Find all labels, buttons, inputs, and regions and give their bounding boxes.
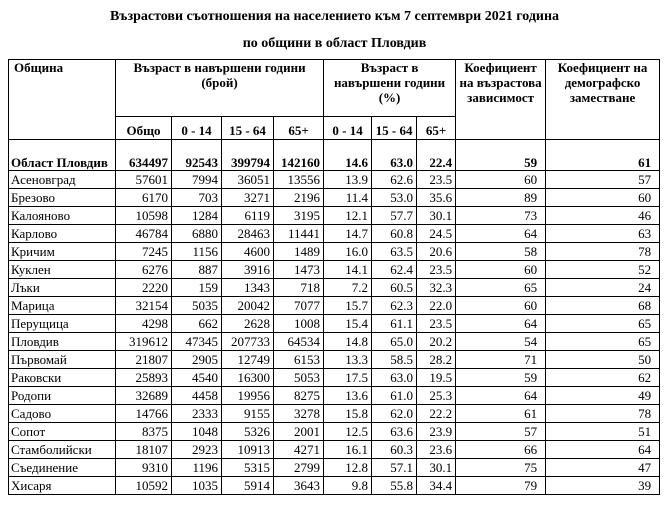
- cell-pct-15-64: 61.1: [372, 315, 417, 333]
- cell-replacement-ratio: 47: [546, 459, 660, 477]
- table-row: [9, 243, 660, 261]
- cell-pct-0-14: 11.4: [324, 189, 372, 207]
- cell-count-65plus: 142160: [274, 140, 324, 171]
- total-row: [9, 140, 660, 171]
- municipality-name: Куклен: [9, 261, 116, 279]
- table-row: [9, 387, 660, 405]
- cell-pct-65plus: 20.2: [417, 333, 456, 351]
- municipality-name: Брезово: [9, 189, 116, 207]
- cell-dependency-ratio: 59: [456, 369, 546, 387]
- cell-replacement-ratio: 61: [546, 140, 660, 171]
- cell-dependency-ratio: 64: [456, 387, 546, 405]
- cell-total: 9310: [116, 459, 172, 477]
- cell-pct-15-64: 62.4: [372, 261, 417, 279]
- cell-count-0-14: 1284: [172, 207, 222, 225]
- cell-total: 7245: [116, 243, 172, 261]
- municipality-name: Родопи: [9, 387, 116, 405]
- cell-count-65plus: 3278: [274, 405, 324, 423]
- municipality-name: Хисаря: [9, 477, 116, 495]
- header-total: Общо: [116, 117, 172, 140]
- cell-count-15-64: 28463: [222, 225, 274, 243]
- municipality-name: Стамболийски: [9, 441, 116, 459]
- cell-replacement-ratio: 39: [546, 477, 660, 495]
- table-body: [9, 140, 660, 495]
- cell-replacement-ratio: 24: [546, 279, 660, 297]
- cell-count-0-14: 662: [172, 315, 222, 333]
- cell-count-65plus: 8275: [274, 387, 324, 405]
- cell-pct-65plus: 22.2: [417, 405, 456, 423]
- cell-total: 32154: [116, 297, 172, 315]
- table-row: [9, 207, 660, 225]
- cell-dependency-ratio: 54: [456, 333, 546, 351]
- table-row: [9, 297, 660, 315]
- cell-count-15-64: 207733: [222, 333, 274, 351]
- header-age-count: Възраст в навършени години (брой): [116, 60, 324, 117]
- cell-pct-0-14: 13.9: [324, 171, 372, 189]
- cell-pct-15-64: 62.3: [372, 297, 417, 315]
- population-age-table: [8, 59, 660, 495]
- cell-count-65plus: 64534: [274, 333, 324, 351]
- cell-count-15-64: 3271: [222, 189, 274, 207]
- cell-replacement-ratio: 65: [546, 315, 660, 333]
- cell-total: 21807: [116, 351, 172, 369]
- header-count-15-64: 15 - 64: [222, 117, 274, 140]
- cell-count-0-14: 1035: [172, 477, 222, 495]
- cell-pct-65plus: 30.1: [417, 207, 456, 225]
- cell-count-0-14: 887: [172, 261, 222, 279]
- cell-replacement-ratio: 65: [546, 333, 660, 351]
- cell-count-65plus: 7077: [274, 297, 324, 315]
- table-row: [9, 351, 660, 369]
- cell-count-0-14: 92543: [172, 140, 222, 171]
- table-subtitle: по общини в област Пловдив: [242, 36, 427, 51]
- cell-replacement-ratio: 51: [546, 423, 660, 441]
- cell-count-0-14: 1048: [172, 423, 222, 441]
- cell-total: 25893: [116, 369, 172, 387]
- cell-replacement-ratio: 62: [546, 369, 660, 387]
- cell-dependency-ratio: 61: [456, 405, 546, 423]
- municipality-name: Сопот: [9, 423, 116, 441]
- cell-total: 4298: [116, 315, 172, 333]
- cell-pct-65plus: 23.5: [417, 261, 456, 279]
- cell-dependency-ratio: 58: [456, 243, 546, 261]
- cell-pct-15-64: 55.8: [372, 477, 417, 495]
- table-row: [9, 423, 660, 441]
- municipality-name: Първомай: [9, 351, 116, 369]
- table-row: [9, 459, 660, 477]
- cell-count-65plus: 6153: [274, 351, 324, 369]
- cell-pct-65plus: 30.1: [417, 459, 456, 477]
- cell-count-65plus: 11441: [274, 225, 324, 243]
- cell-pct-15-64: 60.5: [372, 279, 417, 297]
- cell-count-0-14: 4458: [172, 387, 222, 405]
- municipality-name: Област Пловдив: [9, 140, 116, 171]
- cell-pct-15-64: 53.0: [372, 189, 417, 207]
- header-replacement-ratio: Коефициент на демографско заместване: [546, 60, 660, 140]
- cell-dependency-ratio: 65: [456, 279, 546, 297]
- cell-pct-65plus: 34.4: [417, 477, 456, 495]
- cell-replacement-ratio: 49: [546, 387, 660, 405]
- cell-pct-65plus: 22.0: [417, 297, 456, 315]
- cell-total: 14766: [116, 405, 172, 423]
- cell-dependency-ratio: 66: [456, 441, 546, 459]
- cell-pct-0-14: 14.6: [324, 140, 372, 171]
- cell-pct-0-14: 17.5: [324, 369, 372, 387]
- cell-count-65plus: 3195: [274, 207, 324, 225]
- cell-replacement-ratio: 64: [546, 441, 660, 459]
- cell-count-15-64: 9155: [222, 405, 274, 423]
- cell-pct-65plus: 20.6: [417, 243, 456, 261]
- municipality-name: Пловдив: [9, 333, 116, 351]
- table-row: [9, 279, 660, 297]
- cell-pct-0-14: 13.6: [324, 387, 372, 405]
- cell-count-0-14: 1156: [172, 243, 222, 261]
- cell-count-65plus: 2799: [274, 459, 324, 477]
- municipality-name: Марица: [9, 297, 116, 315]
- municipality-name: Лъки: [9, 279, 116, 297]
- cell-pct-15-64: 60.8: [372, 225, 417, 243]
- header-municipality: Община: [9, 60, 116, 140]
- cell-replacement-ratio: 50: [546, 351, 660, 369]
- municipality-name: Раковски: [9, 369, 116, 387]
- cell-pct-0-14: 16.0: [324, 243, 372, 261]
- cell-count-0-14: 6880: [172, 225, 222, 243]
- cell-replacement-ratio: 78: [546, 243, 660, 261]
- cell-replacement-ratio: 57: [546, 171, 660, 189]
- cell-pct-65plus: 19.5: [417, 369, 456, 387]
- cell-count-65plus: 2196: [274, 189, 324, 207]
- table-row: [9, 315, 660, 333]
- cell-count-0-14: 4540: [172, 369, 222, 387]
- table-row: [9, 441, 660, 459]
- cell-total: 32689: [116, 387, 172, 405]
- cell-count-65plus: 13556: [274, 171, 324, 189]
- header-pct-0-14: 0 - 14: [324, 117, 372, 140]
- cell-count-15-64: 6119: [222, 207, 274, 225]
- cell-replacement-ratio: 68: [546, 297, 660, 315]
- table-title: Възрастови съотношения на населението към 7 септември 2021 година: [109, 9, 560, 24]
- cell-pct-0-14: 16.1: [324, 441, 372, 459]
- cell-pct-0-14: 15.7: [324, 297, 372, 315]
- cell-dependency-ratio: 79: [456, 477, 546, 495]
- municipality-name: Съединение: [9, 459, 116, 477]
- municipality-name: Карлово: [9, 225, 116, 243]
- cell-pct-0-14: 14.8: [324, 333, 372, 351]
- cell-replacement-ratio: 78: [546, 405, 660, 423]
- cell-pct-0-14: 13.3: [324, 351, 372, 369]
- cell-pct-0-14: 14.1: [324, 261, 372, 279]
- cell-count-65plus: 5053: [274, 369, 324, 387]
- cell-count-0-14: 1196: [172, 459, 222, 477]
- cell-count-15-64: 3916: [222, 261, 274, 279]
- cell-total: 6276: [116, 261, 172, 279]
- cell-dependency-ratio: 75: [456, 459, 546, 477]
- cell-count-65plus: 718: [274, 279, 324, 297]
- cell-count-0-14: 2923: [172, 441, 222, 459]
- cell-replacement-ratio: 52: [546, 261, 660, 279]
- cell-total: 8375: [116, 423, 172, 441]
- cell-count-15-64: 399794: [222, 140, 274, 171]
- cell-total: 10598: [116, 207, 172, 225]
- cell-total: 2220: [116, 279, 172, 297]
- municipality-name: Асеновград: [9, 171, 116, 189]
- cell-pct-0-14: 15.8: [324, 405, 372, 423]
- cell-pct-65plus: 23.6: [417, 441, 456, 459]
- cell-replacement-ratio: 46: [546, 207, 660, 225]
- cell-count-0-14: 703: [172, 189, 222, 207]
- cell-pct-15-64: 57.1: [372, 459, 417, 477]
- cell-replacement-ratio: 60: [546, 189, 660, 207]
- cell-count-65plus: 1008: [274, 315, 324, 333]
- cell-count-0-14: 2905: [172, 351, 222, 369]
- cell-pct-0-14: 14.7: [324, 225, 372, 243]
- cell-pct-15-64: 57.7: [372, 207, 417, 225]
- table-row: [9, 225, 660, 243]
- cell-count-15-64: 16300: [222, 369, 274, 387]
- cell-total: 319612: [116, 333, 172, 351]
- cell-dependency-ratio: 64: [456, 225, 546, 243]
- cell-count-0-14: 2333: [172, 405, 222, 423]
- table-row: [9, 189, 660, 207]
- municipality-name: Перущица: [9, 315, 116, 333]
- cell-pct-65plus: 23.9: [417, 423, 456, 441]
- cell-pct-0-14: 7.2: [324, 279, 372, 297]
- cell-count-0-14: 7994: [172, 171, 222, 189]
- municipality-name: Калояново: [9, 207, 116, 225]
- cell-count-65plus: 2001: [274, 423, 324, 441]
- header-count-0-14: 0 - 14: [172, 117, 222, 140]
- cell-total: 46784: [116, 225, 172, 243]
- table-row: [9, 369, 660, 387]
- cell-dependency-ratio: 60: [456, 261, 546, 279]
- cell-pct-15-64: 60.3: [372, 441, 417, 459]
- cell-pct-65plus: 28.2: [417, 351, 456, 369]
- cell-dependency-ratio: 73: [456, 207, 546, 225]
- cell-pct-15-64: 61.0: [372, 387, 417, 405]
- cell-total: 57601: [116, 171, 172, 189]
- cell-pct-65plus: 32.3: [417, 279, 456, 297]
- cell-count-0-14: 159: [172, 279, 222, 297]
- cell-count-65plus: 4271: [274, 441, 324, 459]
- cell-total: 6170: [116, 189, 172, 207]
- header-dependency-ratio: Коефициент на възрастова зависимост: [456, 60, 546, 140]
- cell-pct-0-14: 9.8: [324, 477, 372, 495]
- cell-pct-15-64: 65.0: [372, 333, 417, 351]
- cell-pct-15-64: 63.0: [372, 369, 417, 387]
- header-count-65plus: 65+: [274, 117, 324, 140]
- table-row: [9, 261, 660, 279]
- cell-pct-15-64: 62.6: [372, 171, 417, 189]
- header-pct-15-64: 15 - 64: [372, 117, 417, 140]
- cell-pct-65plus: 24.5: [417, 225, 456, 243]
- municipality-name: Садово: [9, 405, 116, 423]
- cell-pct-0-14: 15.4: [324, 315, 372, 333]
- cell-count-15-64: 10913: [222, 441, 274, 459]
- cell-count-15-64: 5326: [222, 423, 274, 441]
- cell-count-0-14: 5035: [172, 297, 222, 315]
- header-pct-65plus: 65+: [417, 117, 456, 140]
- cell-pct-15-64: 63.0: [372, 140, 417, 171]
- cell-count-15-64: 19956: [222, 387, 274, 405]
- cell-count-15-64: 36051: [222, 171, 274, 189]
- cell-dependency-ratio: 60: [456, 297, 546, 315]
- cell-dependency-ratio: 60: [456, 171, 546, 189]
- cell-dependency-ratio: 59: [456, 140, 546, 171]
- cell-count-65plus: 1473: [274, 261, 324, 279]
- cell-replacement-ratio: 63: [546, 225, 660, 243]
- cell-pct-65plus: 22.4: [417, 140, 456, 171]
- cell-pct-15-64: 63.6: [372, 423, 417, 441]
- cell-pct-15-64: 58.5: [372, 351, 417, 369]
- cell-pct-15-64: 62.0: [372, 405, 417, 423]
- cell-count-65plus: 3643: [274, 477, 324, 495]
- cell-total: 18107: [116, 441, 172, 459]
- cell-count-15-64: 12749: [222, 351, 274, 369]
- table-row: [9, 333, 660, 351]
- cell-pct-65plus: 23.5: [417, 171, 456, 189]
- cell-total: 634497: [116, 140, 172, 171]
- cell-count-15-64: 5914: [222, 477, 274, 495]
- cell-dependency-ratio: 71: [456, 351, 546, 369]
- cell-total: 10592: [116, 477, 172, 495]
- header-age-percent: Възраст в навършени години (%): [324, 60, 456, 117]
- cell-dependency-ratio: 89: [456, 189, 546, 207]
- cell-dependency-ratio: 57: [456, 423, 546, 441]
- cell-pct-0-14: 12.5: [324, 423, 372, 441]
- table-row: [9, 405, 660, 423]
- cell-count-15-64: 1343: [222, 279, 274, 297]
- cell-pct-65plus: 23.5: [417, 315, 456, 333]
- table-row: [9, 477, 660, 495]
- cell-pct-15-64: 63.5: [372, 243, 417, 261]
- cell-dependency-ratio: 64: [456, 315, 546, 333]
- cell-pct-65plus: 25.3: [417, 387, 456, 405]
- cell-pct-0-14: 12.8: [324, 459, 372, 477]
- table-row: [9, 171, 660, 189]
- cell-pct-65plus: 35.6: [417, 189, 456, 207]
- cell-count-15-64: 5315: [222, 459, 274, 477]
- cell-pct-0-14: 12.1: [324, 207, 372, 225]
- cell-count-15-64: 4600: [222, 243, 274, 261]
- cell-count-15-64: 2628: [222, 315, 274, 333]
- cell-count-65plus: 1489: [274, 243, 324, 261]
- municipality-name: Кричим: [9, 243, 116, 261]
- cell-count-15-64: 20042: [222, 297, 274, 315]
- cell-count-0-14: 47345: [172, 333, 222, 351]
